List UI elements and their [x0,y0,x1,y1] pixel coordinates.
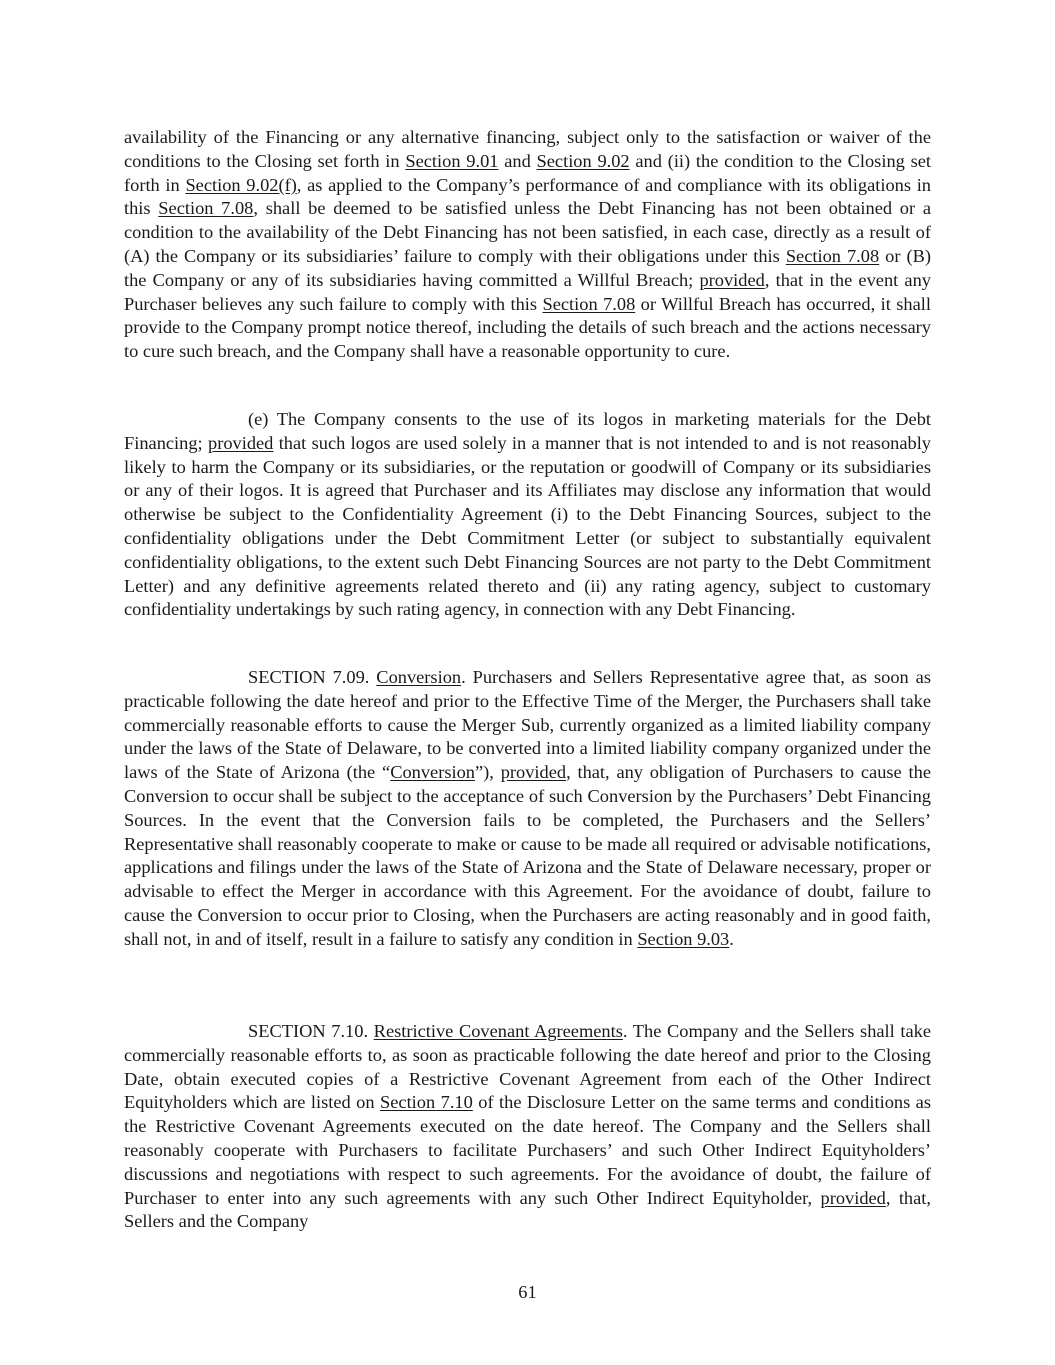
underlined-reference: Section 9.01 [405,150,499,171]
underlined-reference: provided [699,269,765,290]
text-run: , that in the event any Purchaser believes any such failure to comply with this [124,269,931,314]
underlined-reference: Restrictive Covenant Agreements [373,1021,623,1041]
underlined-reference: provided [208,432,274,453]
underlined-reference: provided [500,762,567,783]
underlined-reference: Section 7.10 [380,1092,473,1113]
text-run: . Purchasers and Sellers Representative agree that, as soon as practicable following the date hereof and prior to the Effective Time of the Merger, the Purchasers shall take commercially reasonable efforts to cause the Merger Sub, currently organized as a limited liability company under the laws of the State of Delaware, to be converted into a limited liability company organized under the laws of the State of Arizona (the “ [124,667,931,783]
underlined-reference: Section 7.08 [785,245,880,266]
text-run: . The Company and the Sellers shall take commercially reasonable efforts to, as soon as practicable following the date hereof and prior to the Closing Date, obtain executed copies of a Restrictive Covenant Agreement from each of the Other Indirect Equityholders which are listed on [124,1021,932,1113]
text-run: , shall be deemed to be satisfied unless the Debt Financing has not been obtained or a condition to the availability of the Debt Financing has not been satisfied, in each case, directly as a result of (A) the Company or its subsidiaries’ failure to comply with their obligations under this [124,198,932,266]
paragraph-e-logos [124,408,931,622]
text-run: , that, any obligation of Purchasers to cause the Conversion to occur shall be subject to the acceptance of such Conversion by the Purchasers’ Debt Financing Sources. In the event that the Conversion fails to be completed, the Purchasers and the Sellers’ Representative shall reasonably cooperate to make or cause to be made all required or advisable notifications, applications and filings under the laws of the State of Arizona and the State of Delaware necessary, proper or advisable to effect the Merger in accordance with this Agreement. For the avoidance of doubt, failure to cause the Conversion to occur prior to Closing, when the Purchasers are acting reasonably and in good faith, shall not, in and of itself, result in a failure to satisfy any condition in [124,762,931,949]
text-run: , as applied to the Company’s performance of and compliance with its obligations in this [124,174,932,219]
page-number: 61 [518,1282,537,1302]
underlined-reference: Conversion [390,762,475,783]
paragraph-financing-conditions [124,126,931,364]
paragraph-section-7-10 [124,1020,931,1234]
underlined-reference: Section 9.03 [637,928,730,949]
paragraph-section-7-09 [124,666,931,952]
text-run: or (B) the Company or any of its subsidiaries having committed a Willful Breach; [124,245,932,290]
text-run: . [729,928,734,949]
text-run: SECTION 7.09. [248,667,377,687]
underlined-reference: Section 7.08 [542,293,636,314]
text-run: of the Disclosure Letter on the same terms and conditions as the Restrictive Covenant Agreements executed on the date hereof. The Company and the Sellers shall reasonably cooperate with Purchasers to facilitate Purchasers’ and such Other Indirect Equityholders’ discussions and negotiations with respect to such agreements. For the avoidance of doubt, the failure of Purchaser to enter into any such agreements with any such Other Indirect Equityholder, [124,1092,932,1208]
text-run: or Willful Breach has occurred, it shall provide to the Company prompt notice thereof, including the details of such breach and the actions necessary to cure such breach, and the Company shall have a reasonable opportunity to cure. [124,293,931,362]
text-run: , that, Sellers and the Company [124,1187,931,1232]
underlined-reference: provided [820,1187,886,1208]
text-run: and (ii) the condition to the Closing set forth in [124,150,932,195]
underlined-reference: Conversion [376,667,462,687]
text-run: ”), [474,762,501,783]
text-run: availability of the Financing or any alternative financing, subject only to the satisfaction or waiver of the conditions to the Closing set forth in [124,127,931,171]
underlined-reference: Section 9.02(f) [185,174,297,195]
text-run: SECTION 7.10. [248,1021,374,1041]
underlined-reference: Section 7.08 [158,198,254,219]
text-run: and [498,150,537,171]
text-run: (e) The Company consents to the use of its logos in marketing materials for the Debt Financing; [124,409,931,453]
text-run: that such logos are used solely in a manner that is not intended to and is not reasonably likely to harm the Company or its subsidiaries, or the reputation or goodwill of Company or its subsidiaries or any of their logos. It is agreed that Purchaser and its Affiliates may disclose any information that would otherwise be subject to the Confidentiality Agreement (i) to the Debt Financing Sources, subject to the confidentiality obligations under the Debt Commitment Letter (or subject to substantially equivalent confidentiality obligations, to the extent such Debt Financing Sources are not party to the Debt Commitment Letter) and any definitive agreements related thereto and (ii) any rating agency, subject to customary confidentiality undertakings by such rating agency, in connection with any Debt Financing. [124,432,931,620]
underlined-reference: Section 9.02 [536,150,630,171]
